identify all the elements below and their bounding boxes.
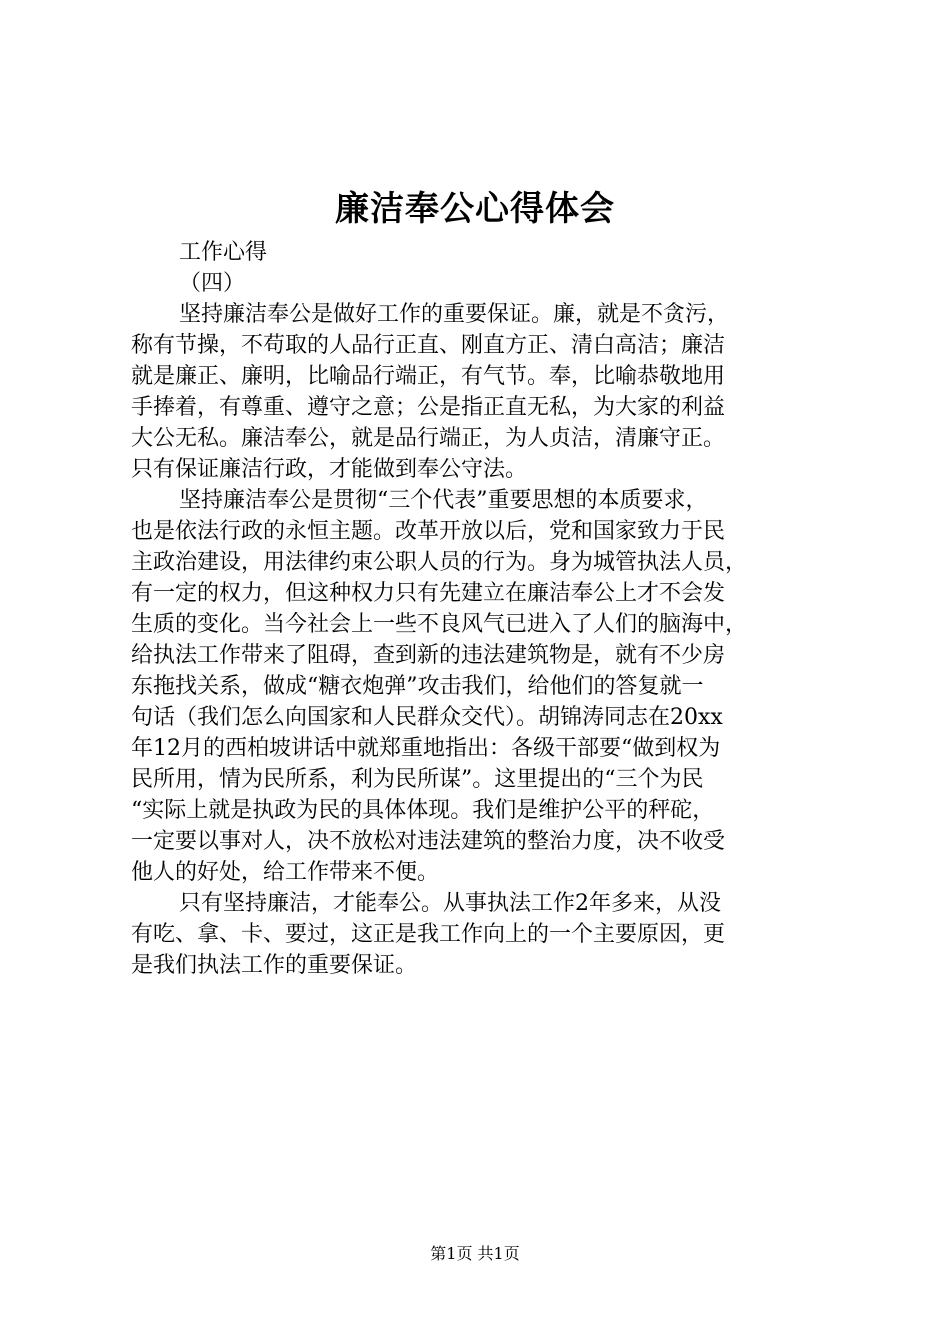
document-body: [131, 237, 831, 981]
paragraph-2-line: 生质的变化。当今社会上一些不良风气已进入了人们的脑海中，: [131, 612, 748, 637]
paragraph-3-line: 只有坚持廉洁，才能奉公。从事执法工作2年多来，从没: [179, 891, 721, 916]
paragraph-2-line: 他人的好处，给工作带来不便。: [131, 860, 440, 885]
section-number-line: （四）: [179, 271, 246, 296]
paragraph-1-line: 大公无私。廉洁奉公，就是品行端正，为人贞洁，清廉守正。: [131, 426, 726, 451]
paragraph-2-line: 给执法工作带来了阻碍，查到新的违法建筑物是，就有不少房: [131, 643, 726, 668]
paragraph-2-line: 主政治建设，用法律约束公职人员的行为。身为城管执法人员，: [131, 550, 748, 575]
paragraph-1-line: 手捧着，有尊重、遵守之意；公是指正直无私，为大家的利益: [131, 395, 726, 420]
paragraph-3-line: 有吃、拿、卡、要过，这正是我工作向上的一个主要原因，更: [131, 922, 726, 947]
paragraph-2-line: 一定要以事对人，决不放松对违法建筑的整治力度，决不收受: [131, 829, 726, 854]
page-footer: 第1页 共1页: [430, 1244, 520, 1263]
paragraph-1-line: 称有节操，不苟取的人品行正直、刚直方正、清白高洁；廉洁: [131, 333, 726, 358]
subtitle-line: 工作心得: [179, 240, 268, 265]
page-title: 廉洁奉公心得体会: [335, 189, 615, 229]
paragraph-1-line: 就是廉正、廉明，比喻品行端正，有气节。奉，比喻恭敬地用: [131, 364, 726, 389]
paragraph-1-line: 坚持廉洁奉公是做好工作的重要保证。廉，就是不贪污，: [179, 302, 730, 327]
paragraph-2-line: 有一定的权力，但这种权力只有先建立在廉洁奉公上才不会发: [131, 581, 726, 606]
paragraph-2-line: 坚持廉洁奉公是贯彻“三个代表”重要思想的本质要求，: [179, 488, 708, 513]
paragraph-3-line: 是我们执法工作的重要保证。: [131, 953, 418, 978]
paragraph-2-line: 句话（我们怎么向国家和人民群众交代）。胡锦涛同志在20xx: [131, 705, 723, 730]
paragraph-2-line: 东拖找关系，做成“糖衣炮弹”攻击我们，给他们的答复就一: [131, 674, 704, 699]
paragraph-1-line: 只有保证廉洁行政，才能做到奉公守法。: [131, 457, 528, 482]
paragraph-2-line: 民所用，情为民所系，利为民所谋”。这里提出的“三个为民: [131, 767, 704, 792]
paragraph-2-line: “实际上就是执政为民的具体体现。我们是维护公平的秤砣，: [131, 798, 715, 823]
paragraph-2-line: 也是依法行政的永恒主题。改革开放以后，党和国家致力于民: [131, 519, 726, 544]
paragraph-2-line: 年12月的西柏坡讲话中就郑重地指出：各级干部要“做到权为: [131, 736, 721, 761]
